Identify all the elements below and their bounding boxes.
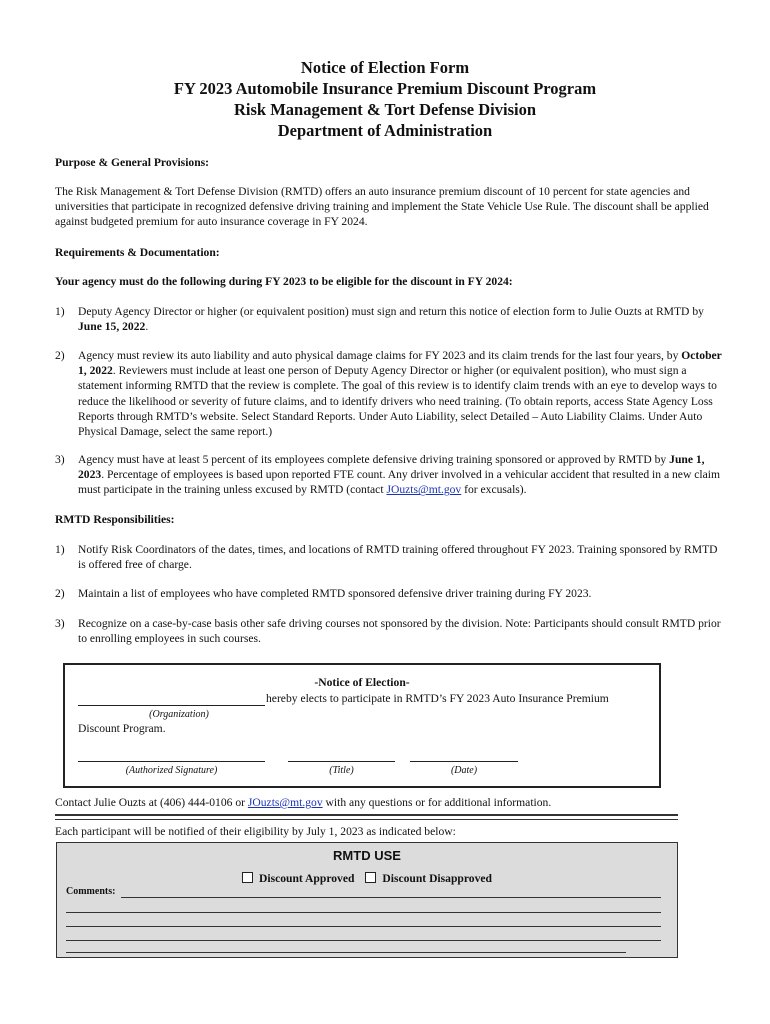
rmtd-use-title: RMTD USE [333,848,401,863]
approved-checkbox[interactable] [242,872,253,883]
text-segment: . Reviewers must include at least one person of Deputy Agency Director or higher (or equivalent position), who must sign a statement informing RMTD that the review is complete. The goal of this review is to identify claim trends with an eye to develop ways to reduce the likelihood or severity of future claims, and to identify drivers who need training. (To obtain reports, access State Agency Loss Reports through RMTD’s website. Select Standard Reports. Under Auto Liability, select Detailed – Auto Liability Claims. Under Auto Physical Damage, select the same report.) [78,364,717,439]
requirement-item-3 [55,452,723,498]
responsibility-text: Notify Risk Coordinators of the dates, times, and locations of RMTD training offered throughout FY 2023. Training sponsored by RMTD is offered free of charge. [78,543,718,572]
responsibility-text: Maintain a list of employees who have completed RMTD sponsored defensive driver training during FY 2023. [78,587,592,600]
organization-field[interactable] [78,705,265,706]
purpose-text: The Risk Management & Tort Defense Division (RMTD) offers an auto insurance premium discount of 10 percent for state agencies and universities that participate in recognized defensive driving training and implement the State Vehicle Use Rule. The discount shall be applied against budgeted premium for auto insurance coverage in FY 2024. [55,185,709,229]
deadline-date: June 15, 2022 [78,320,146,334]
approval-options [57,872,677,885]
signature-field[interactable] [78,761,265,762]
list-number: 3) [55,453,65,466]
comments-line[interactable] [66,912,661,913]
organization-caption: (Organization) [149,709,209,720]
responsibility-item-1 [55,542,723,572]
list-number: 2) [55,349,65,362]
email-link[interactable]: JOuzts@mt.gov [386,483,462,497]
approved-option [242,872,354,885]
title-field[interactable] [288,761,395,762]
responsibility-item-2 [55,586,723,601]
elects-text: hereby elects to participate in RMTD’s FY 2023 Auto Insurance Premium [266,692,609,705]
email-link[interactable]: JOuzts@mt.gov [247,796,323,809]
contact-line [55,795,725,810]
requirements-heading: Requirements & Documentation: [55,246,220,259]
comments-line[interactable] [66,940,661,941]
title-line-2: FY 2023 Automobile Insurance Premium Discount Program [173,79,597,98]
purpose-heading: Purpose & General Provisions: [55,156,210,169]
date-caption: (Date) [450,765,478,776]
requirement-text [78,452,723,498]
requirement-text [78,348,723,439]
rmtd-use-box [56,842,678,958]
deadline-date: October 1, 2022 [78,349,722,378]
requirement-item-2 [55,348,723,439]
comments-line[interactable] [121,897,661,898]
disapproved-option [365,872,492,885]
date-field[interactable] [410,761,518,762]
responsibility-item-3 [55,616,723,646]
text-segment: Agency must have at least 5 percent of its employees complete defensive driving training sponsored or approved by RMTD by [78,453,670,466]
document-title [0,57,770,141]
deadline-date: June 1, 2023 [78,453,705,482]
requirements-subheading: Your agency must do the following during FY 2023 to be eligible for the discount in FY 2024: [55,275,513,288]
list-number: 2) [55,587,65,600]
section-divider [55,814,678,820]
signature-caption: (Authorized Signature) [125,765,218,776]
list-number: 3) [55,617,65,630]
title-line-3: Risk Management & Tort Defense Division [233,100,537,119]
responsibilities-heading: RMTD Responsibilities: [55,513,175,526]
list-number: 1) [55,305,65,318]
text-segment: . Percentage of employees is based upon reported FTE count. Any driver involved in a vehicular accident that resulted in a new claim must participate in the training unless excused by RMTD (contact [78,468,720,497]
text-segment: for excusals). [461,483,527,497]
text-segment: Deputy Agency Director or higher (or equivalent position) must sign and return this notice of election form to Julie Ouzts at RMTD by [78,305,704,318]
comments-line[interactable] [66,926,661,927]
list-number: 1) [55,543,65,556]
title-line-1: Notice of Election Form [300,58,470,77]
text-segment: Contact Julie Ouzts at (406) 444-0106 or [55,796,248,809]
comments-line[interactable] [66,952,626,953]
text-segment: with any questions or for additional information. [322,796,552,809]
text-segment: . [145,320,149,334]
comments-label: Comments: [66,886,116,897]
text-segment: Agency must review its auto liability and auto physical damage claims for FY 2023 and its claim trends for the last four years, by [78,349,682,362]
responsibility-text: Recognize on a case-by-case basis other safe driving courses not sponsored by the division. Note: Participants should consult RMTD prior to enrolling employees in such courses. [78,617,721,646]
election-box [63,663,661,788]
notify-text: Each participant will be notified of their eligibility by July 1, 2023 as indicated below: [55,825,456,838]
title-line-4: Department of Administration [277,121,493,140]
disapproved-label: Discount Disapproved [382,872,492,885]
disapproved-checkbox[interactable] [365,872,376,883]
approved-label: Discount Approved [258,872,355,885]
program-text: Discount Program. [78,722,166,735]
requirement-text [78,304,723,334]
election-title: -Notice of Election- [314,676,410,689]
title-caption: (Title) [329,765,354,776]
requirement-item-1 [55,304,723,334]
